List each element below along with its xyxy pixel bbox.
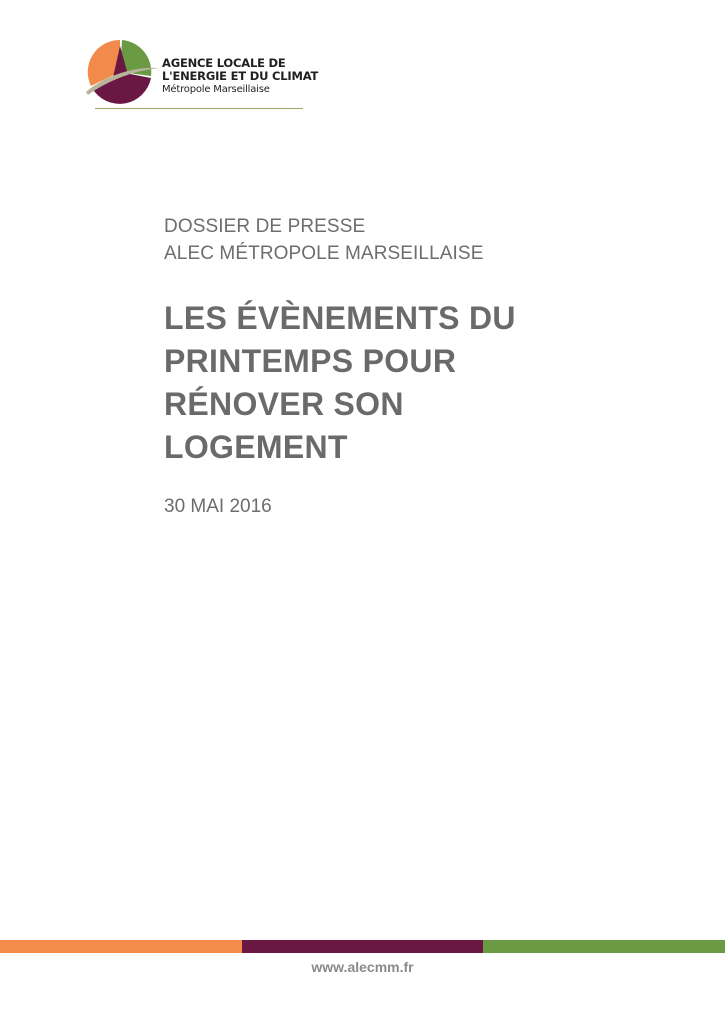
footer-website-link[interactable]: www.alecmm.fr	[311, 959, 414, 975]
subtitle-line-1: DOSSIER DE PRESSE	[164, 216, 366, 237]
title-line-4: LOGEMENT	[164, 429, 348, 465]
document-subtitle	[164, 213, 483, 267]
footer-bar-orange	[0, 940, 242, 953]
title-line-1: LES ÉVÈNEMENTS DU	[164, 300, 516, 336]
alec-logo-mark-icon	[84, 38, 162, 110]
logo-name-line-1: AGENCE LOCALE DE	[162, 56, 286, 70]
logo-name-line-2: L'ENERGIE ET DU CLIMAT	[162, 69, 319, 83]
footer-color-bar	[0, 940, 725, 953]
logo-name-line-3: Métropole Marseillaise	[162, 84, 270, 95]
subtitle-line-2: ALEC MÉTROPOLE MARSEILLAISE	[164, 243, 484, 264]
document-title	[164, 297, 516, 469]
logo-underline-divider	[95, 108, 303, 109]
footer-bar-purple	[242, 940, 484, 953]
title-line-2: PRINTEMPS POUR	[164, 343, 457, 379]
title-line-3: RÉNOVER SON	[164, 386, 404, 422]
alec-logo	[84, 38, 319, 110]
document-date: 30 MAI 2016	[164, 496, 272, 517]
footer-bar-green	[483, 940, 725, 953]
